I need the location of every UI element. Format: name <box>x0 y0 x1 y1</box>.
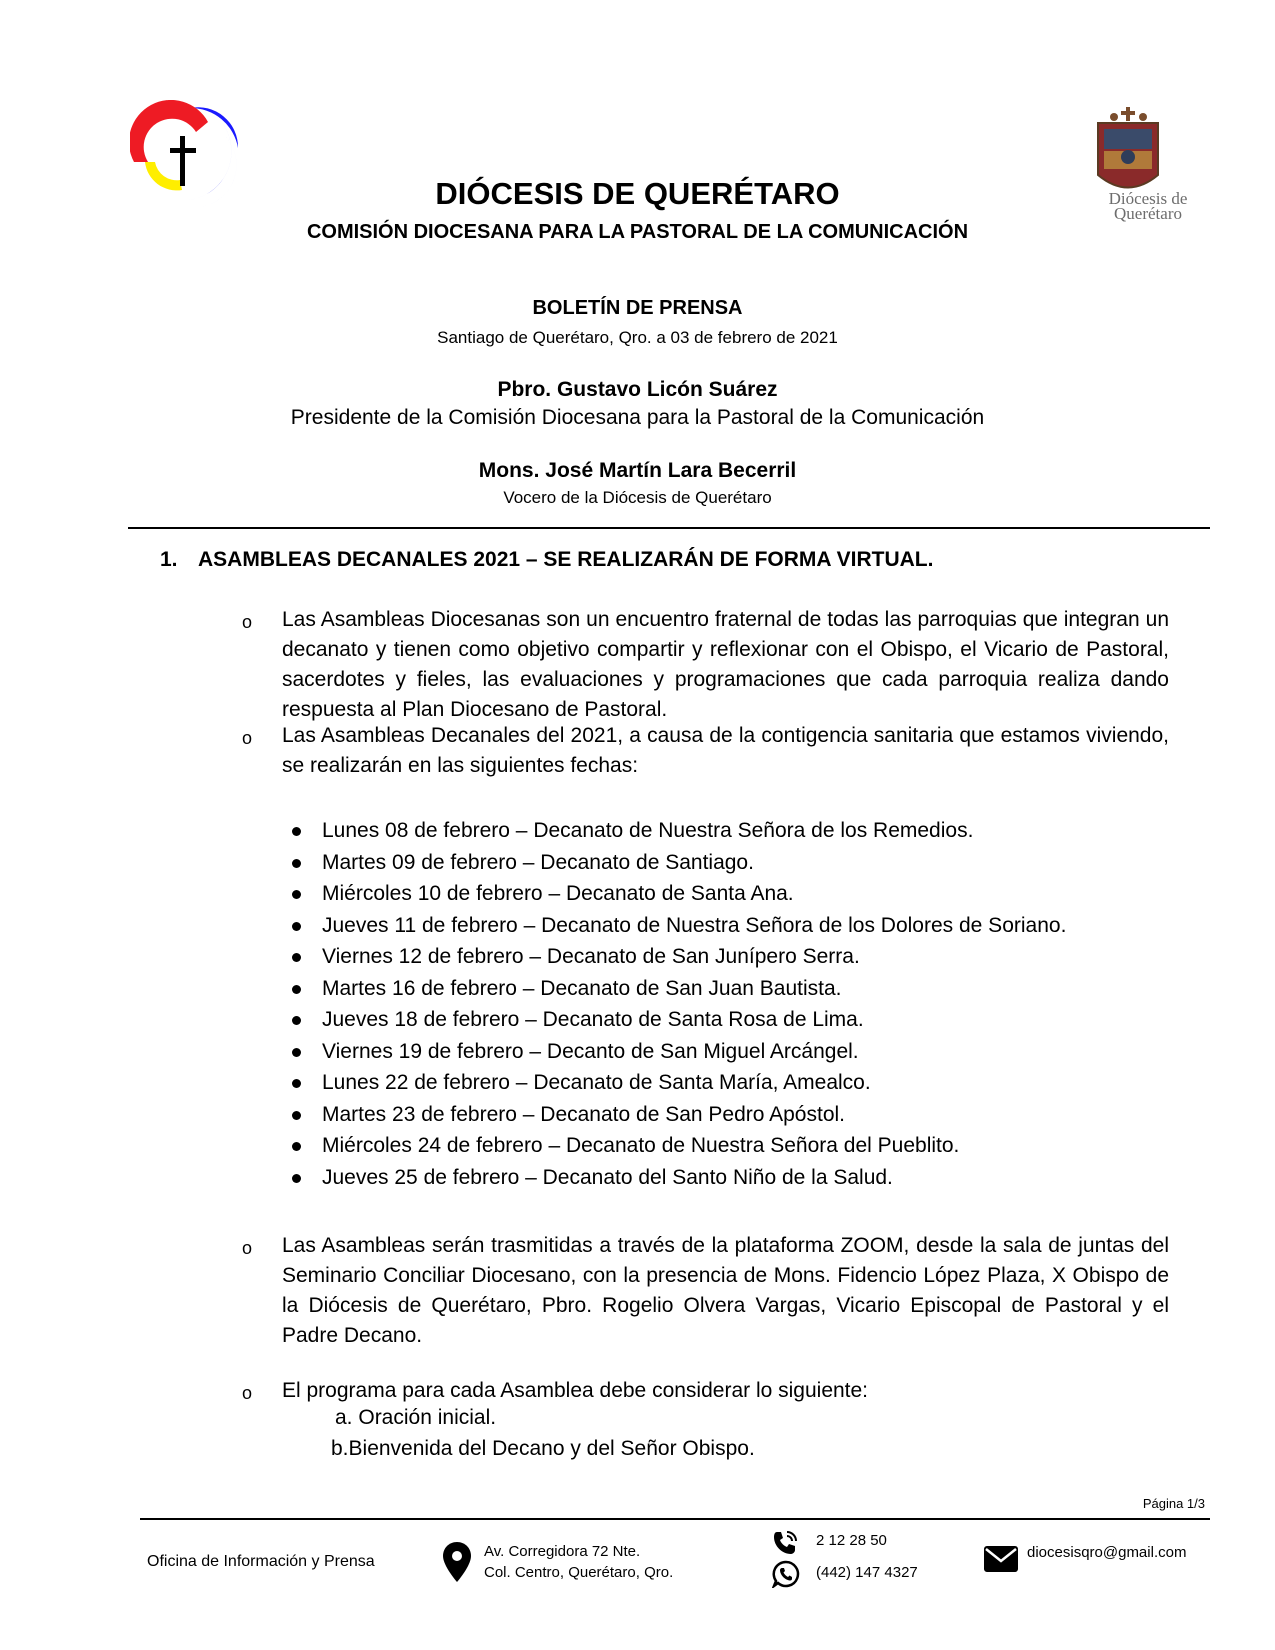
section-number: 1. <box>160 548 178 571</box>
page-title: DIÓCESIS DE QUERÉTARO <box>435 176 840 211</box>
list-item: Jueves 11 de febrero – Decanato de Nuestra Señora de los Dolores de Soriano. <box>292 910 1192 942</box>
bullet-dot <box>292 953 301 962</box>
list-item: Jueves 18 de febrero – Decanato de Santa Rosa de Lima. <box>292 1004 1192 1036</box>
paragraph-1: Las Asambleas Diocesanas son un encuentro fraternal de todas las parroquias que integran un decanato y tienen como objetivo compartir y reflexionar con el Obispo, el Vicario de Pastoral, sacerdotes y fieles, las evaluaciones y programaciones que cada parroquia realiza dando respuesta al Plan Diocesano de Pastoral. <box>282 608 1169 721</box>
paragraph-3: Las Asambleas serán trasmitidas a través de la plataforma ZOOM, desde la sala de juntas del Seminario Conciliar Diocesano, con la presencia de Mons. Fidencio López Plaza, X Obispo de la Diócesis de Querétaro, Pbro. Rogelio Olvera Vargas, Vicario Episcopal de Pastoral y el Padre Decano. <box>282 1234 1169 1347</box>
list-item: Jueves 25 de febrero – Decanato del Santo Niño de la Salud. <box>292 1162 1192 1194</box>
bullet-dot <box>292 1142 301 1151</box>
bullet-dot <box>292 1111 301 1120</box>
author2-name: Mons. José Martín Lara Becerril <box>478 459 797 482</box>
list-item: Miércoles 24 de febrero – Decanato de Nuestra Señora del Pueblito. <box>292 1130 1192 1162</box>
bullet-dot <box>292 1048 301 1057</box>
bullet-dot <box>292 1016 301 1025</box>
program-item-b: b.Bienvenida del Decano y del Señor Obispo. <box>331 1437 755 1460</box>
circle-bullet: o <box>242 1238 253 1258</box>
list-item: Lunes 22 de febrero – Decanato de Santa María, Amealco. <box>292 1067 1192 1099</box>
whatsapp-icon <box>772 1560 800 1588</box>
dates-list <box>292 815 1192 1193</box>
author1-name: Pbro. Gustavo Licón Suárez <box>497 378 778 401</box>
bulletin-heading: BOLETÍN DE PRENSA <box>532 297 743 319</box>
footer-office: Oficina de Información y Prensa <box>147 1553 375 1570</box>
page-subtitle: COMISIÓN DIOCESANA PARA LA PASTORAL DE LA COMUNICACIÓN <box>306 221 969 243</box>
page-number: Página 1/3 <box>1142 1496 1205 1511</box>
footer-address-line2: Col. Centro, Querétaro, Qro. <box>484 1564 674 1581</box>
bullet-dot <box>292 922 301 931</box>
program-item-a: a. Oración inicial. <box>335 1406 497 1429</box>
list-item: Viernes 12 de febrero – Decanato de San Junípero Serra. <box>292 941 1192 973</box>
bullet-dot <box>292 827 301 836</box>
seal-text-line2: Querétaro <box>1114 204 1182 223</box>
paragraph-2: Las Asambleas Decanales del 2021, a causa de la contigencia sanitaria que estamos viviendo, se realizarán en las siguientes fechas: <box>282 724 1169 777</box>
bullet-dot <box>292 1174 301 1183</box>
section-title-text: ASAMBLEAS DECANALES 2021 – SE REALIZARÁN DE FORMA VIRTUAL. <box>198 548 934 571</box>
email-icon <box>984 1546 1018 1572</box>
bullet-dot <box>292 859 301 868</box>
bullet-dot <box>292 985 301 994</box>
list-item: Martes 16 de febrero – Decanato de San Juan Bautista. <box>292 973 1192 1005</box>
footer-phone: 2 12 28 50 <box>816 1532 887 1549</box>
bullet-dot <box>292 1079 301 1088</box>
footer-whatsapp: (442) 147 4327 <box>816 1564 918 1581</box>
footer-divider <box>140 1518 1210 1520</box>
list-item: Martes 09 de febrero – Decanato de Santiago. <box>292 847 1192 879</box>
author2-role: Vocero de la Diócesis de Querétaro <box>503 488 772 507</box>
circle-bullet: o <box>242 1383 253 1403</box>
seal-text-line1: Diócesis de <box>1108 189 1188 208</box>
paragraph-4: El programa para cada Asamblea debe considerar lo siguiente: <box>282 1379 869 1402</box>
section-title <box>160 548 933 572</box>
footer-address-line1: Av. Corregidora 72 Nte. <box>484 1543 641 1560</box>
location-pin-icon <box>443 1542 471 1582</box>
phone-icon <box>772 1530 798 1556</box>
list-item: Martes 23 de febrero – Decanato de San Pedro Apóstol. <box>292 1099 1192 1131</box>
list-item: Lunes 08 de febrero – Decanato de Nuestra Señora de los Remedios. <box>292 815 1192 847</box>
footer-email: diocesisqro@gmail.com <box>1027 1544 1187 1561</box>
circle-bullet: o <box>242 612 253 632</box>
author1-role: Presidente de la Comisión Diocesana para la Pastoral de la Comunicación <box>290 406 985 429</box>
place-date: Santiago de Querétaro, Qro. a 03 de febrero de 2021 <box>437 328 838 347</box>
list-item: Viernes 19 de febrero – Decanto de San Miguel Arcángel. <box>292 1036 1192 1068</box>
header-divider <box>128 527 1210 529</box>
bullet-dot <box>292 890 301 899</box>
list-item: Miércoles 10 de febrero – Decanato de Santa Ana. <box>292 878 1192 910</box>
circle-bullet: o <box>242 728 253 748</box>
